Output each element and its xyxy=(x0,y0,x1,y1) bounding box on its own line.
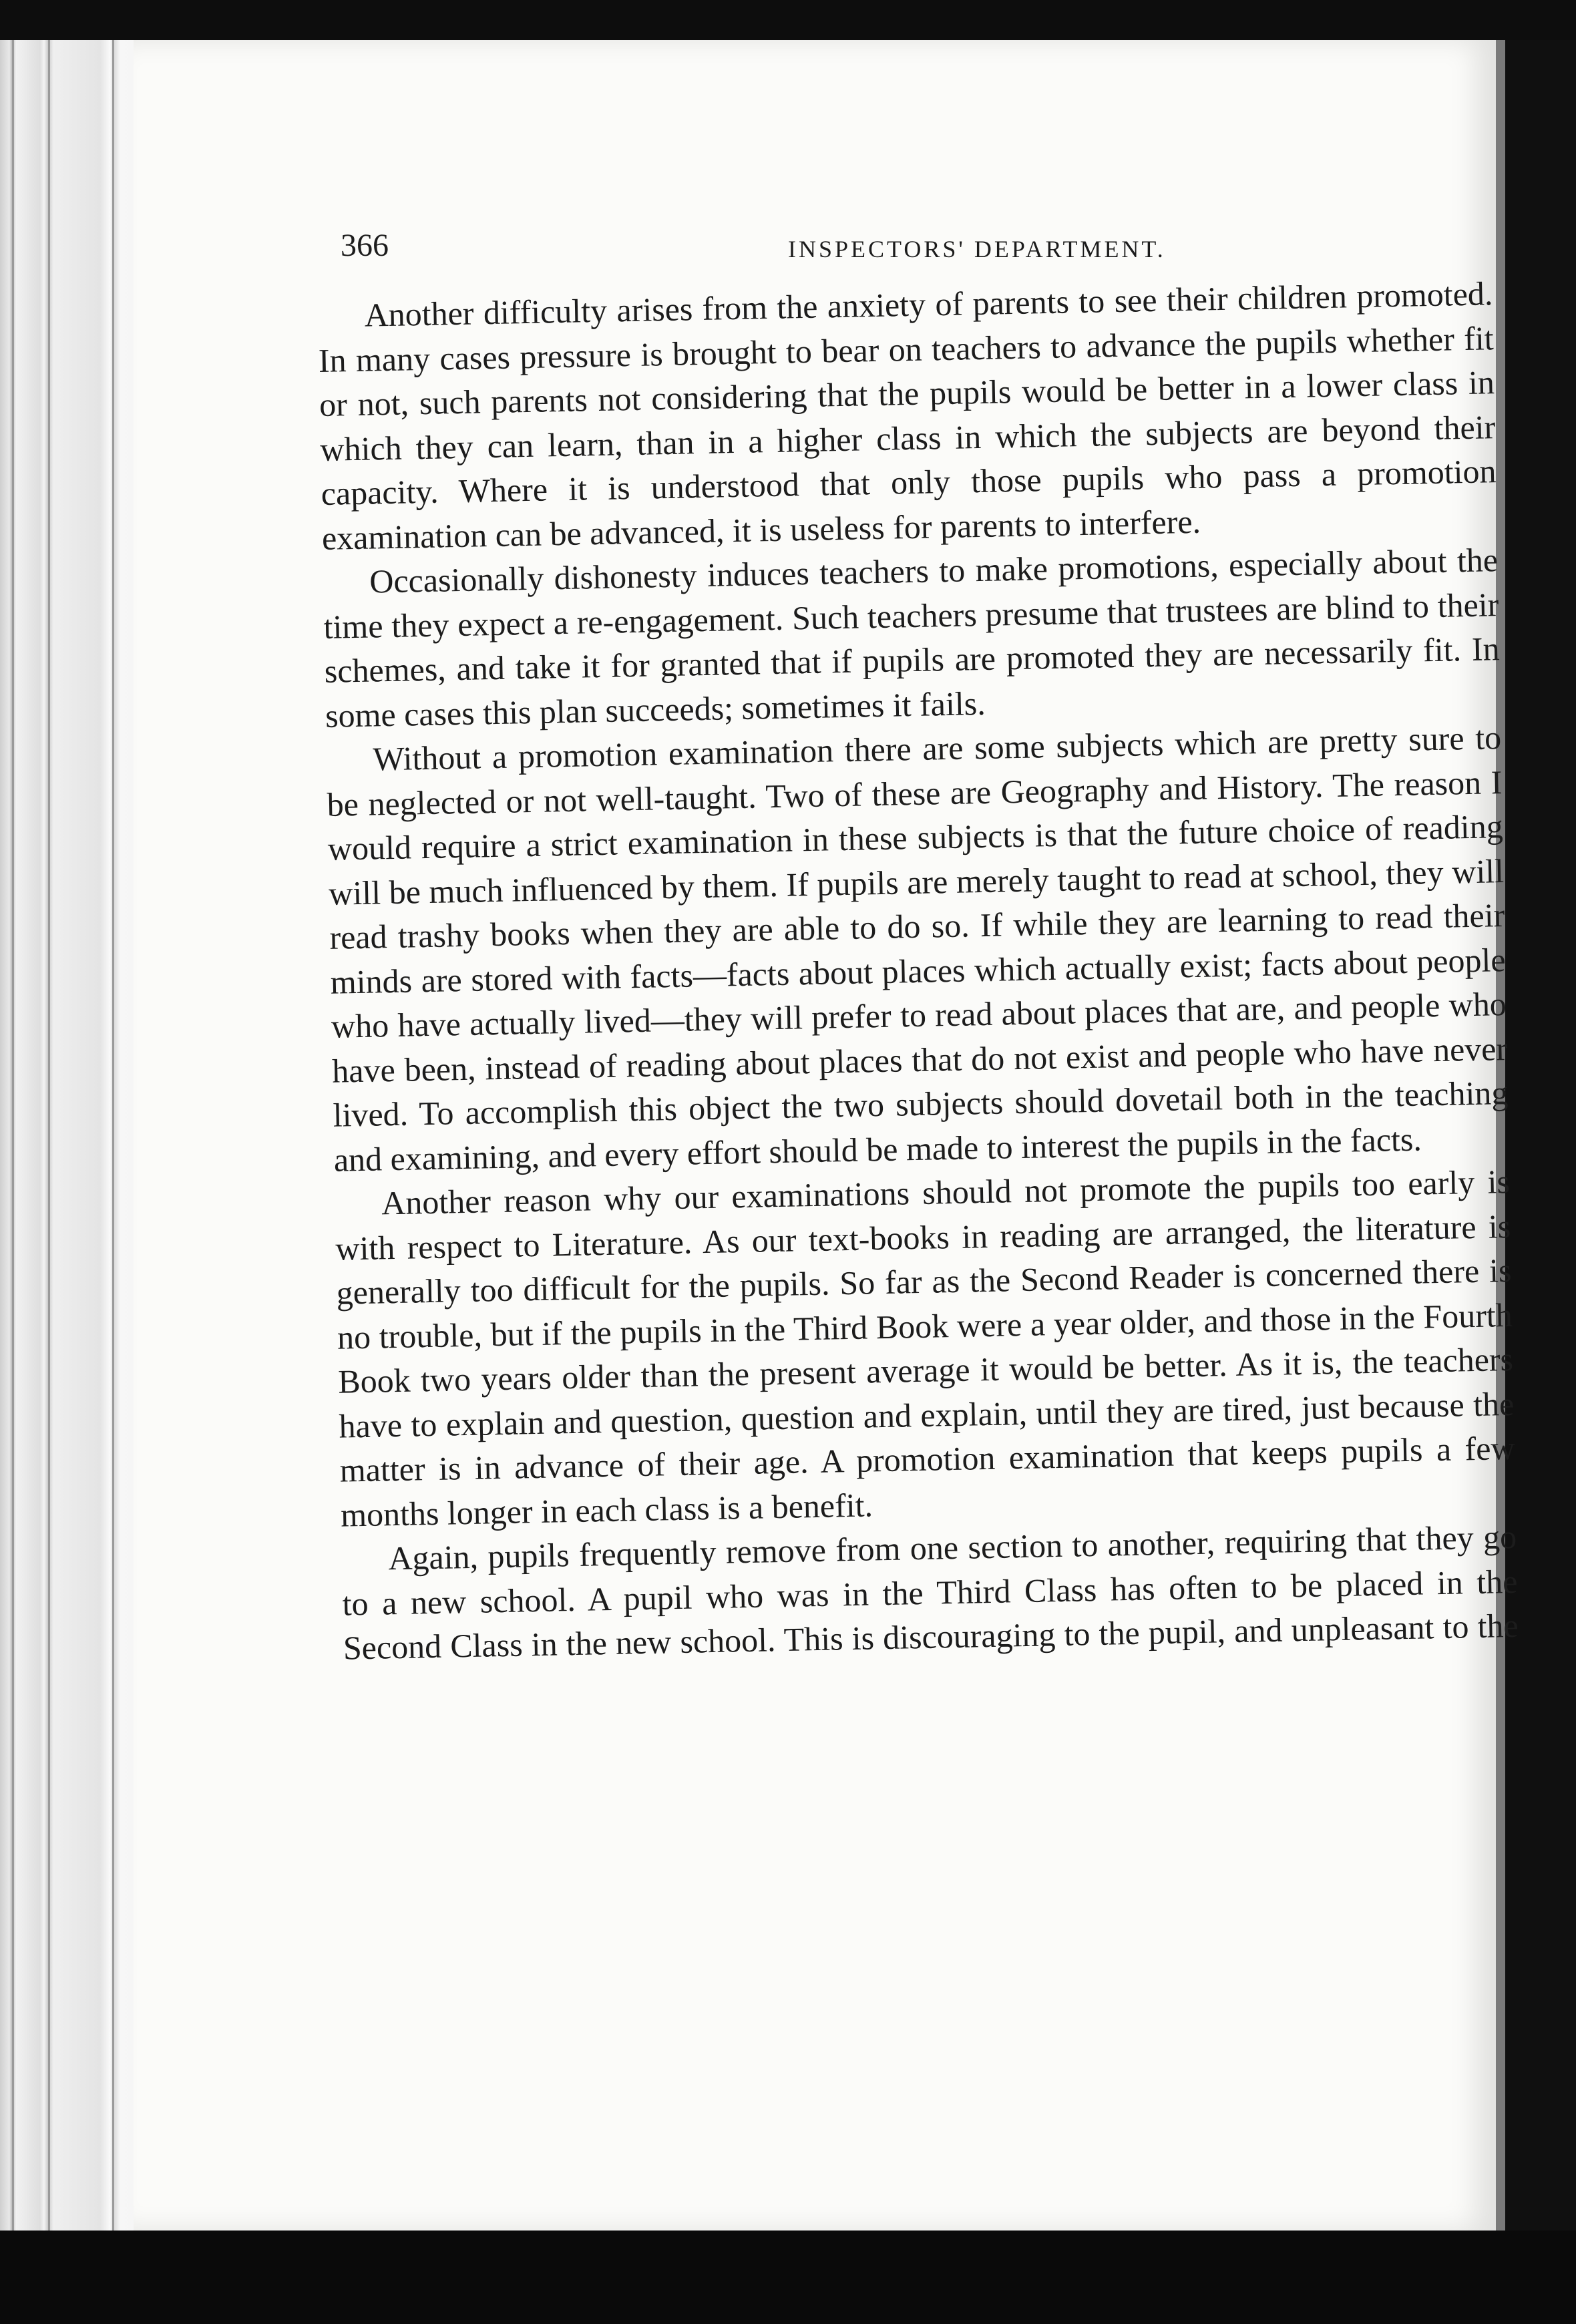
paragraph: Another difficulty arises from the anxiety of parents to see their children promoted. In many cases pressure is brought to bear on teachers to advance the pupils whether fit or not, such parents not considering that the pupils would be better in a lower class in which they can learn, than in a higher class in which the subjects are beyond their capacity. Where it is understood that only those pupils who pass a promotion examination can be advanced, it is useless for parents to interfere. xyxy=(318,274,1497,557)
running-head: INSPECTORS' DEPARTMENT. xyxy=(788,236,1166,262)
paragraph: Another reason why our examinations should not promote the pupils too early is with respect to Literature. As our text-books in reading are arranged, the literature is generally too difficult for the pupils. So far as the Second Reader is concerned there is no trouble, but if the pupils in the Third Book were a year older, and those in the Fourth Book two years older than the present average it would be better. As it is, the teachers have to explain and question, question and explain, until they are tired, just because the matter is in advance of their age. A promotion examination that keeps pupils a few months longer in each class is a benefit. xyxy=(335,1162,1516,1534)
paragraph: Again, pupils frequently remove from one section to another, requiring that they go to a new school. A pupil who was in the Third Class has often to be placed in the Second Class in the new school. This is discouraging to the pupil, and unpleasant to the xyxy=(342,1517,1519,1667)
scan-bottom-border xyxy=(0,2231,1576,2324)
body-text xyxy=(317,271,1519,1670)
page-edge-line xyxy=(48,40,50,2231)
book-page xyxy=(134,40,1519,2231)
page-edge-line xyxy=(12,40,14,2231)
page-number: 366 xyxy=(341,228,389,263)
page-header xyxy=(341,227,1209,274)
stacked-page-edges xyxy=(0,40,154,2231)
paragraph: Without a promotion examination there are some subjects which are pretty sure to be neglected or not well-taught. Two of these are Geography and History. The reason I would require a strict examination in these subjects is that the future choice of reading will be much influenced by them. If pupils are merely taught to read at school, they will read trashy books when they are able to do so. If while they are learning to read their minds are stored with facts—facts about places which actually exist; facts about people who have actually lived—they will prefer to read about places that are, and people who have been, instead of reading about places that do not exist and people who have never lived. To accomplish this object the two subjects should dovetail both in the teaching and examining, and every effort should be made to interest the pupils in the facts. xyxy=(327,719,1509,1179)
paragraph: Occasionally dishonesty induces teachers to make promotions, especially about the time they expect a re-engagement. Such teachers presume that trustees are blind to their schemes, and take it for granted that if pupils are promoted they are necessarily fit. In some cases this plan succeeds; sometimes it fails. xyxy=(323,541,1501,735)
page-edge-line xyxy=(112,40,114,2231)
